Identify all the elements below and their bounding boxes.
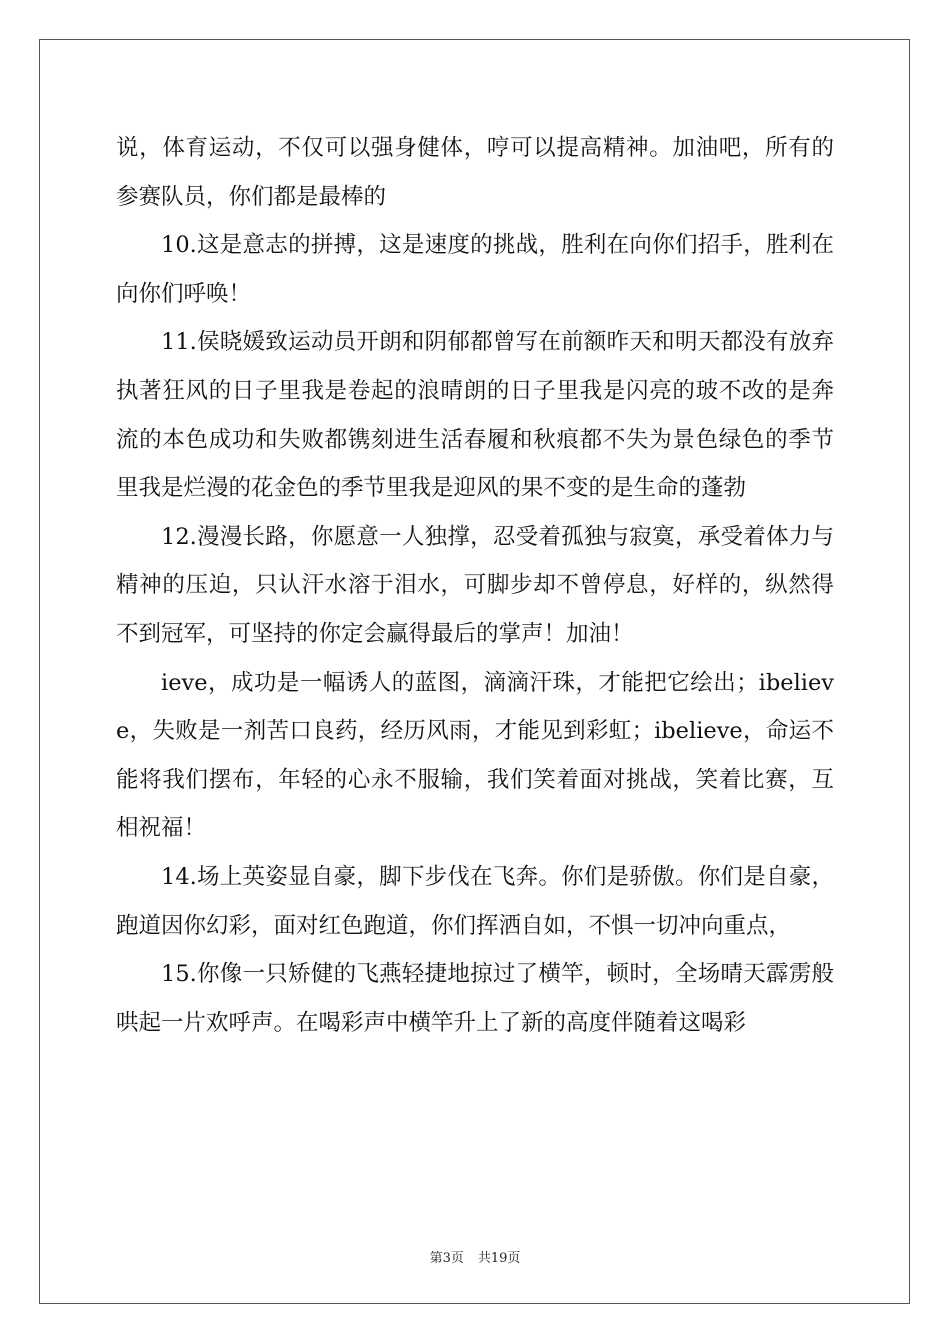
paragraph-14: 14.场上英姿显自豪，脚下步伐在飞奔。你们是骄傲。你们是自豪，跑道因你幻彩，面对红色跑道，你们挥洒自如，不惧一切冲向重点， [116, 863, 834, 939]
paragraph-13: ieve，成功是一幅诱人的蓝图，滴滴汗珠，才能把它绘出；ibelieve，失败是一剂苦口良药，经历风雨，才能见到彩虹；ibelieve，命运不能将我们摆布，年轻的心永不服输，我们笑着面对挑战，笑着比赛，互相祝福！ [116, 669, 834, 842]
paragraph-15: 15.你像一只矫健的飞燕轻捷地掠过了横竿，顿时，全场晴天霹雳般哄起一片欢呼声。在喝彩声中横竿升上了新的高度伴随着这喝彩 [116, 961, 834, 1036]
page-total: 共19页 [477, 1251, 521, 1266]
document-body [116, 124, 834, 1047]
paragraph-11: 11.侯晓媛致运动员开朗和阴郁都曾写在前额昨天和明天都没有放弃执著狂风的日子里我是卷起的浪晴朗的日子里我是闪亮的玻不改的是奔流的本色成功和失败都镌刻进生活春履和秋痕都不失为景色绿色的季节里我是烂漫的花金色的季节里我是迎风的果不变的是生命的蓬勃 [116, 329, 834, 502]
paragraph-10: 10.这是意志的拼搏，这是速度的挑战，胜利在向你们招手，胜利在向你们呼唤！ [116, 232, 834, 307]
page-footer [0, 1247, 950, 1266]
paragraph-continued: 说，体育运动，不仅可以强身健体，哼可以提高精神。加油吧，所有的参赛队员，你们都是最棒的 [116, 135, 834, 210]
paragraph-12: 12.漫漫长路，你愿意一人独撑，忍受着孤独与寂寞，承受着体力与精神的压迫，只认汗水溶于泪水，可脚步却不曾停息，好样的，纵然得不到冠军，可坚持的你定会赢得最后的掌声！加油！ [116, 523, 834, 647]
page-number: 第3页 [429, 1251, 464, 1266]
